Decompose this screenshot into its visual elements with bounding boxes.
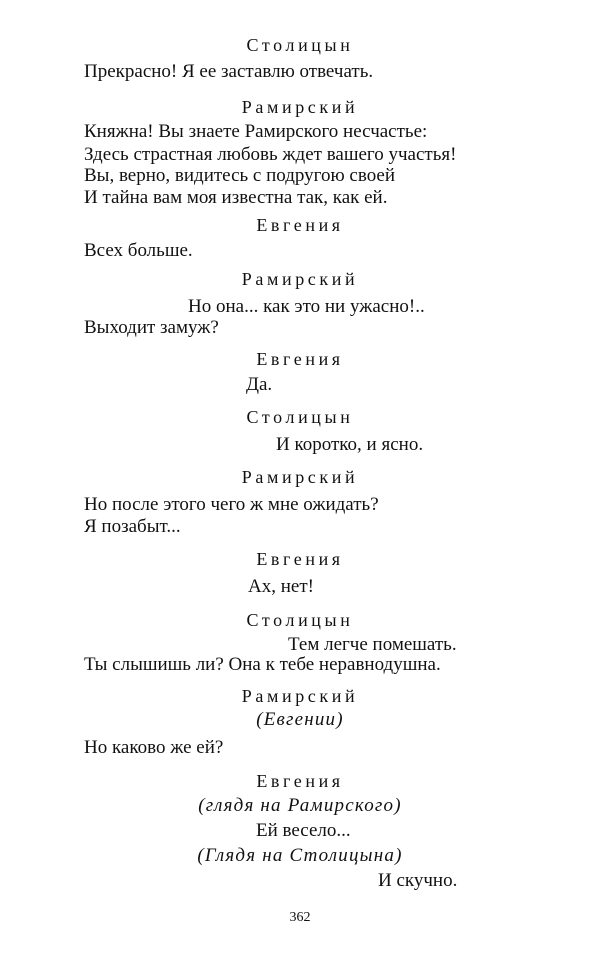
speaker-name: Столицын (246, 610, 354, 630)
dialogue-line: Тем легче помешать. (288, 634, 457, 655)
speaker-name: Рамирский (241, 686, 359, 706)
dialogue-line: Ты слышишь ли? Она к тебе неравнодушна. (84, 654, 441, 675)
dialogue-line: Всех больше. (84, 240, 193, 261)
dialogue-line: Но каково же ей? (84, 737, 224, 758)
speaker-name: Рамирский (241, 467, 359, 487)
dialogue-line: Ей весело... (256, 820, 351, 841)
dialogue-line: Ах, нет! (248, 576, 314, 597)
stage-direction: (глядя на Рамирского) (198, 795, 402, 816)
speaker-name: Рамирский (241, 97, 359, 117)
speaker-name: Рамирский (241, 269, 359, 289)
speaker-name: Столицын (246, 35, 354, 55)
dialogue-line: Прекрасно! Я ее заставлю отвечать. (84, 61, 374, 82)
dialogue-line: Да. (246, 374, 273, 395)
page-number: 362 (289, 910, 311, 925)
speaker-name: Евгения (256, 771, 344, 791)
dialogue-line: Здесь страстная любовь ждет вашего участья! (84, 144, 457, 165)
dialogue-line: Выходит замуж? (84, 317, 219, 338)
speaker-name: Евгения (256, 349, 344, 369)
stage-direction: (Евгении) (256, 709, 344, 730)
dialogue-line: Княжна! Вы знаете Рамирского несчастье: (84, 121, 428, 142)
stage-direction: (Глядя на Столицына) (197, 845, 403, 866)
speaker-name: Евгения (256, 549, 344, 569)
dialogue-line: И коротко, и ясно. (276, 434, 424, 455)
dialogue-line: Но она... как это ни ужасно!.. (188, 296, 425, 317)
speaker-name: Евгения (256, 215, 344, 235)
dialogue-line: Я позабыт... (84, 516, 181, 537)
dialogue-line: И тайна вам моя известна так, как ей. (84, 187, 388, 208)
dialogue-line: Вы, верно, видитесь с подругою своей (84, 165, 396, 186)
dialogue-line: Но после этого чего ж мне ожидать? (84, 494, 379, 515)
dialogue-line: И скучно. (378, 870, 458, 891)
speaker-name: Столицын (246, 407, 354, 427)
